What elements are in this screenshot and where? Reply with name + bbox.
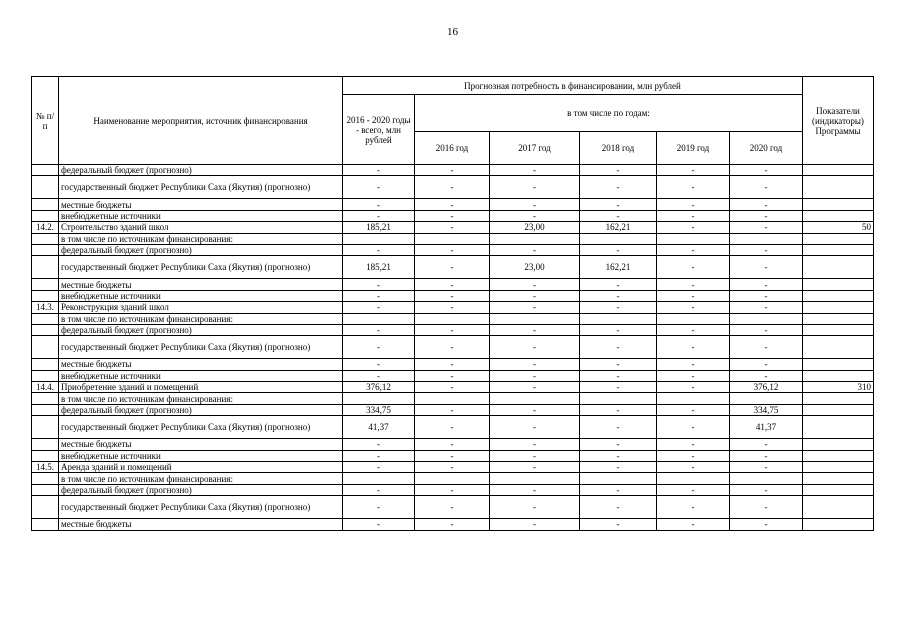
row-total: - bbox=[343, 176, 415, 199]
table-row bbox=[32, 450, 874, 461]
row-indicator bbox=[803, 404, 874, 415]
row-2017: - bbox=[490, 210, 580, 221]
row-2019: - bbox=[657, 416, 730, 439]
row-name: Строительство зданий школ bbox=[59, 222, 343, 233]
row-name: федеральный бюджет (прогнозно) bbox=[59, 484, 343, 495]
row-indicator: 310 bbox=[803, 382, 874, 393]
row-2020: - bbox=[730, 450, 803, 461]
row-2017: - bbox=[490, 404, 580, 415]
row-2020: - bbox=[730, 359, 803, 370]
row-number bbox=[32, 393, 59, 404]
table-row bbox=[32, 370, 874, 381]
row-2020: - bbox=[730, 210, 803, 221]
row-2020: 41,37 bbox=[730, 416, 803, 439]
header-num: № п/п bbox=[32, 77, 59, 165]
table-row bbox=[32, 393, 874, 404]
row-total: 376,12 bbox=[343, 382, 415, 393]
row-indicator bbox=[803, 450, 874, 461]
row-2018: - bbox=[580, 336, 657, 359]
row-2018: - bbox=[580, 450, 657, 461]
financing-table bbox=[31, 76, 874, 531]
row-number bbox=[32, 233, 59, 244]
row-name: местные бюджеты bbox=[59, 279, 343, 290]
row-2019 bbox=[657, 233, 730, 244]
header-year-2016: 2016 год bbox=[415, 132, 490, 165]
table-row bbox=[32, 519, 874, 530]
row-2019: - bbox=[657, 359, 730, 370]
row-2020: - bbox=[730, 324, 803, 335]
row-2020: - bbox=[730, 199, 803, 210]
row-name: местные бюджеты bbox=[59, 439, 343, 450]
table-row bbox=[32, 359, 874, 370]
row-2019: - bbox=[657, 302, 730, 313]
row-number bbox=[32, 450, 59, 461]
row-total: - bbox=[343, 210, 415, 221]
row-number bbox=[32, 336, 59, 359]
row-total: - bbox=[343, 484, 415, 495]
row-name: государственный бюджет Республики Саха (Якутия) (прогнозно) bbox=[59, 416, 343, 439]
table-row bbox=[32, 484, 874, 495]
row-indicator bbox=[803, 165, 874, 176]
row-name: государственный бюджет Республики Саха (Якутия) (прогнозно) bbox=[59, 176, 343, 199]
table-row bbox=[32, 244, 874, 255]
row-2017: - bbox=[490, 176, 580, 199]
row-2017: - bbox=[490, 496, 580, 519]
row-2019: - bbox=[657, 256, 730, 279]
row-total bbox=[343, 473, 415, 484]
row-2019: - bbox=[657, 462, 730, 473]
row-name: Приобретение зданий и помещений bbox=[59, 382, 343, 393]
row-name: федеральный бюджет (прогнозно) bbox=[59, 324, 343, 335]
row-2018 bbox=[580, 393, 657, 404]
row-number bbox=[32, 165, 59, 176]
row-2020: - bbox=[730, 256, 803, 279]
row-2020: - bbox=[730, 302, 803, 313]
row-2017: - bbox=[490, 370, 580, 381]
row-2016: - bbox=[415, 176, 490, 199]
row-number bbox=[32, 210, 59, 221]
row-number bbox=[32, 439, 59, 450]
row-2020: - bbox=[730, 370, 803, 381]
row-2016: - bbox=[415, 222, 490, 233]
row-2016: - bbox=[415, 302, 490, 313]
header-name: Наименование мероприятия, источник финансирования bbox=[59, 77, 343, 165]
table-body bbox=[32, 165, 874, 531]
row-2018: - bbox=[580, 279, 657, 290]
row-2019: - bbox=[657, 519, 730, 530]
row-2016: - bbox=[415, 324, 490, 335]
row-2019: - bbox=[657, 199, 730, 210]
row-total: - bbox=[343, 165, 415, 176]
table-row bbox=[32, 233, 874, 244]
row-number bbox=[32, 416, 59, 439]
row-number: 14.4. bbox=[32, 382, 59, 393]
table-row bbox=[32, 473, 874, 484]
row-name: в том числе по источникам финансирования: bbox=[59, 313, 343, 324]
row-2016: - bbox=[415, 165, 490, 176]
row-total: - bbox=[343, 336, 415, 359]
table-row bbox=[32, 279, 874, 290]
row-indicator bbox=[803, 439, 874, 450]
row-2018: - bbox=[580, 199, 657, 210]
row-2016: - bbox=[415, 210, 490, 221]
row-indicator bbox=[803, 256, 874, 279]
row-name: внебюджетные источники bbox=[59, 370, 343, 381]
table-row bbox=[32, 313, 874, 324]
row-indicator bbox=[803, 336, 874, 359]
row-total bbox=[343, 233, 415, 244]
table-row bbox=[32, 302, 874, 313]
row-total: - bbox=[343, 302, 415, 313]
row-name: в том числе по источникам финансирования: bbox=[59, 473, 343, 484]
row-total: - bbox=[343, 290, 415, 301]
row-2017: - bbox=[490, 244, 580, 255]
table-row bbox=[32, 462, 874, 473]
row-2017: - bbox=[490, 359, 580, 370]
row-number bbox=[32, 359, 59, 370]
row-number bbox=[32, 244, 59, 255]
row-2019: - bbox=[657, 370, 730, 381]
row-number bbox=[32, 176, 59, 199]
row-2020: - bbox=[730, 279, 803, 290]
row-2016: - bbox=[415, 370, 490, 381]
row-2020: 334,75 bbox=[730, 404, 803, 415]
row-name: внебюджетные источники bbox=[59, 210, 343, 221]
row-total: - bbox=[343, 370, 415, 381]
row-name: государственный бюджет Республики Саха (Якутия) (прогнозно) bbox=[59, 336, 343, 359]
row-2017: - bbox=[490, 336, 580, 359]
row-2020 bbox=[730, 233, 803, 244]
row-2016: - bbox=[415, 199, 490, 210]
table-row bbox=[32, 439, 874, 450]
header-year-2020: 2020 год bbox=[730, 132, 803, 165]
row-total: 185,21 bbox=[343, 256, 415, 279]
row-2019: - bbox=[657, 450, 730, 461]
row-name: Аренда зданий и помещений bbox=[59, 462, 343, 473]
row-2017: - bbox=[490, 439, 580, 450]
header-year-2019: 2019 год bbox=[657, 132, 730, 165]
row-2018: - bbox=[580, 176, 657, 199]
row-2018: - bbox=[580, 382, 657, 393]
row-indicator bbox=[803, 496, 874, 519]
row-2019: - bbox=[657, 404, 730, 415]
row-2016 bbox=[415, 233, 490, 244]
row-2020: - bbox=[730, 336, 803, 359]
row-indicator bbox=[803, 519, 874, 530]
row-indicator bbox=[803, 233, 874, 244]
row-2016: - bbox=[415, 519, 490, 530]
row-indicator: 50 bbox=[803, 222, 874, 233]
table-row bbox=[32, 176, 874, 199]
row-total: - bbox=[343, 450, 415, 461]
row-indicator bbox=[803, 393, 874, 404]
row-2018: - bbox=[580, 359, 657, 370]
row-2016: - bbox=[415, 244, 490, 255]
header-by-year: в том числе по годам: bbox=[415, 95, 803, 132]
row-indicator bbox=[803, 279, 874, 290]
row-number bbox=[32, 404, 59, 415]
header-forecast: Прогнозная потребность в финансировании, млн рублей bbox=[343, 77, 803, 95]
row-2019: - bbox=[657, 439, 730, 450]
row-number bbox=[32, 313, 59, 324]
row-2020: - bbox=[730, 222, 803, 233]
row-indicator bbox=[803, 302, 874, 313]
row-indicator bbox=[803, 370, 874, 381]
row-2018: - bbox=[580, 484, 657, 495]
row-2020: - bbox=[730, 290, 803, 301]
table-row bbox=[32, 496, 874, 519]
row-2019 bbox=[657, 393, 730, 404]
row-total: - bbox=[343, 244, 415, 255]
row-2020: 376,12 bbox=[730, 382, 803, 393]
row-2019 bbox=[657, 313, 730, 324]
row-2018 bbox=[580, 473, 657, 484]
row-indicator bbox=[803, 210, 874, 221]
row-2020: - bbox=[730, 496, 803, 519]
row-2020: - bbox=[730, 484, 803, 495]
row-total: - bbox=[343, 519, 415, 530]
table-row bbox=[32, 324, 874, 335]
row-2018: - bbox=[580, 404, 657, 415]
row-number bbox=[32, 519, 59, 530]
row-indicator bbox=[803, 199, 874, 210]
row-number bbox=[32, 370, 59, 381]
row-name: федеральный бюджет (прогнозно) bbox=[59, 165, 343, 176]
header-year-2017: 2017 год bbox=[490, 132, 580, 165]
row-indicator bbox=[803, 359, 874, 370]
row-2017: - bbox=[490, 416, 580, 439]
table-row bbox=[32, 256, 874, 279]
table-row bbox=[32, 222, 874, 233]
row-2016: - bbox=[415, 462, 490, 473]
row-indicator bbox=[803, 313, 874, 324]
row-2020: - bbox=[730, 244, 803, 255]
row-2017 bbox=[490, 313, 580, 324]
row-2018 bbox=[580, 233, 657, 244]
row-indicator bbox=[803, 416, 874, 439]
row-2018: - bbox=[580, 210, 657, 221]
row-name: в том числе по источникам финансирования: bbox=[59, 393, 343, 404]
table-row bbox=[32, 290, 874, 301]
table-row bbox=[32, 199, 874, 210]
row-2020: - bbox=[730, 462, 803, 473]
row-name: государственный бюджет Республики Саха (Якутия) (прогнозно) bbox=[59, 256, 343, 279]
row-2018: - bbox=[580, 302, 657, 313]
row-total: - bbox=[343, 359, 415, 370]
row-2019: - bbox=[657, 222, 730, 233]
row-2016: - bbox=[415, 484, 490, 495]
row-2020 bbox=[730, 393, 803, 404]
row-2017: - bbox=[490, 450, 580, 461]
row-indicator bbox=[803, 244, 874, 255]
row-2016 bbox=[415, 473, 490, 484]
row-2018: - bbox=[580, 496, 657, 519]
row-2017 bbox=[490, 233, 580, 244]
row-number bbox=[32, 496, 59, 519]
row-name: государственный бюджет Республики Саха (Якутия) (прогнозно) bbox=[59, 496, 343, 519]
row-total: - bbox=[343, 439, 415, 450]
row-2016: - bbox=[415, 279, 490, 290]
row-total: - bbox=[343, 496, 415, 519]
header-year-2018: 2018 год bbox=[580, 132, 657, 165]
row-indicator bbox=[803, 290, 874, 301]
row-name: федеральный бюджет (прогнозно) bbox=[59, 404, 343, 415]
row-number: 14.2. bbox=[32, 222, 59, 233]
row-number bbox=[32, 484, 59, 495]
row-total: - bbox=[343, 462, 415, 473]
table-row bbox=[32, 165, 874, 176]
row-2017: - bbox=[490, 519, 580, 530]
row-2019: - bbox=[657, 176, 730, 199]
row-2016: - bbox=[415, 336, 490, 359]
row-number bbox=[32, 324, 59, 335]
row-2018: - bbox=[580, 462, 657, 473]
row-total: - bbox=[343, 199, 415, 210]
row-total bbox=[343, 393, 415, 404]
row-name: федеральный бюджет (прогнозно) bbox=[59, 244, 343, 255]
row-2016: - bbox=[415, 290, 490, 301]
row-2017: - bbox=[490, 199, 580, 210]
row-number bbox=[32, 256, 59, 279]
row-name: в том числе по источникам финансирования: bbox=[59, 233, 343, 244]
row-2019: - bbox=[657, 210, 730, 221]
row-total: 41,37 bbox=[343, 416, 415, 439]
row-total: - bbox=[343, 279, 415, 290]
header-indicators: Показатели (индикаторы) Программы bbox=[803, 77, 874, 165]
row-name: внебюджетные источники bbox=[59, 450, 343, 461]
row-indicator bbox=[803, 473, 874, 484]
row-number bbox=[32, 473, 59, 484]
row-2019: - bbox=[657, 496, 730, 519]
row-2017: - bbox=[490, 165, 580, 176]
row-2018: - bbox=[580, 519, 657, 530]
row-2020: - bbox=[730, 165, 803, 176]
row-2018: - bbox=[580, 324, 657, 335]
header-total: 2016 - 2020 годы - всего, млн рублей bbox=[343, 95, 415, 165]
row-indicator bbox=[803, 462, 874, 473]
row-2016 bbox=[415, 393, 490, 404]
row-2019: - bbox=[657, 279, 730, 290]
row-2018: 162,21 bbox=[580, 256, 657, 279]
row-2020: - bbox=[730, 519, 803, 530]
page-number: 16 bbox=[447, 26, 458, 38]
row-2018: - bbox=[580, 290, 657, 301]
row-2020: - bbox=[730, 176, 803, 199]
row-name: местные бюджеты bbox=[59, 199, 343, 210]
row-2018: - bbox=[580, 165, 657, 176]
row-2018: - bbox=[580, 439, 657, 450]
row-name: внебюджетные источники bbox=[59, 290, 343, 301]
table-row bbox=[32, 404, 874, 415]
row-name: Реконструкция зданий школ bbox=[59, 302, 343, 313]
row-2019: - bbox=[657, 324, 730, 335]
row-2019 bbox=[657, 473, 730, 484]
row-2016: - bbox=[415, 439, 490, 450]
row-2017: - bbox=[490, 290, 580, 301]
row-2016: - bbox=[415, 416, 490, 439]
row-total: 334,75 bbox=[343, 404, 415, 415]
row-indicator bbox=[803, 176, 874, 199]
row-2019: - bbox=[657, 336, 730, 359]
row-2016: - bbox=[415, 404, 490, 415]
row-2017: - bbox=[490, 484, 580, 495]
row-name: местные бюджеты bbox=[59, 359, 343, 370]
row-2016: - bbox=[415, 256, 490, 279]
table-row bbox=[32, 382, 874, 393]
row-2016: - bbox=[415, 450, 490, 461]
row-total: 185,21 bbox=[343, 222, 415, 233]
row-2019: - bbox=[657, 165, 730, 176]
row-2017 bbox=[490, 393, 580, 404]
row-2017: - bbox=[490, 382, 580, 393]
row-2016: - bbox=[415, 496, 490, 519]
row-total: - bbox=[343, 324, 415, 335]
row-2016: - bbox=[415, 359, 490, 370]
row-2017: 23,00 bbox=[490, 256, 580, 279]
row-name: местные бюджеты bbox=[59, 519, 343, 530]
row-2020 bbox=[730, 473, 803, 484]
row-2019: - bbox=[657, 244, 730, 255]
row-2019: - bbox=[657, 484, 730, 495]
table-row bbox=[32, 416, 874, 439]
row-number: 14.5. bbox=[32, 462, 59, 473]
row-2017: - bbox=[490, 324, 580, 335]
row-number bbox=[32, 290, 59, 301]
row-indicator bbox=[803, 484, 874, 495]
table-row bbox=[32, 210, 874, 221]
row-2018: - bbox=[580, 416, 657, 439]
row-2018: - bbox=[580, 244, 657, 255]
row-2018: 162,21 bbox=[580, 222, 657, 233]
row-2020 bbox=[730, 313, 803, 324]
row-total bbox=[343, 313, 415, 324]
row-2019: - bbox=[657, 382, 730, 393]
row-2016: - bbox=[415, 382, 490, 393]
row-2017: - bbox=[490, 302, 580, 313]
row-2018: - bbox=[580, 370, 657, 381]
row-2019: - bbox=[657, 290, 730, 301]
table-row bbox=[32, 336, 874, 359]
row-2017: - bbox=[490, 279, 580, 290]
row-2020: - bbox=[730, 439, 803, 450]
row-2017: 23,00 bbox=[490, 222, 580, 233]
row-number: 14.3. bbox=[32, 302, 59, 313]
row-2018 bbox=[580, 313, 657, 324]
row-2017: - bbox=[490, 462, 580, 473]
row-number bbox=[32, 279, 59, 290]
row-2017 bbox=[490, 473, 580, 484]
row-2016 bbox=[415, 313, 490, 324]
row-indicator bbox=[803, 324, 874, 335]
row-number bbox=[32, 199, 59, 210]
